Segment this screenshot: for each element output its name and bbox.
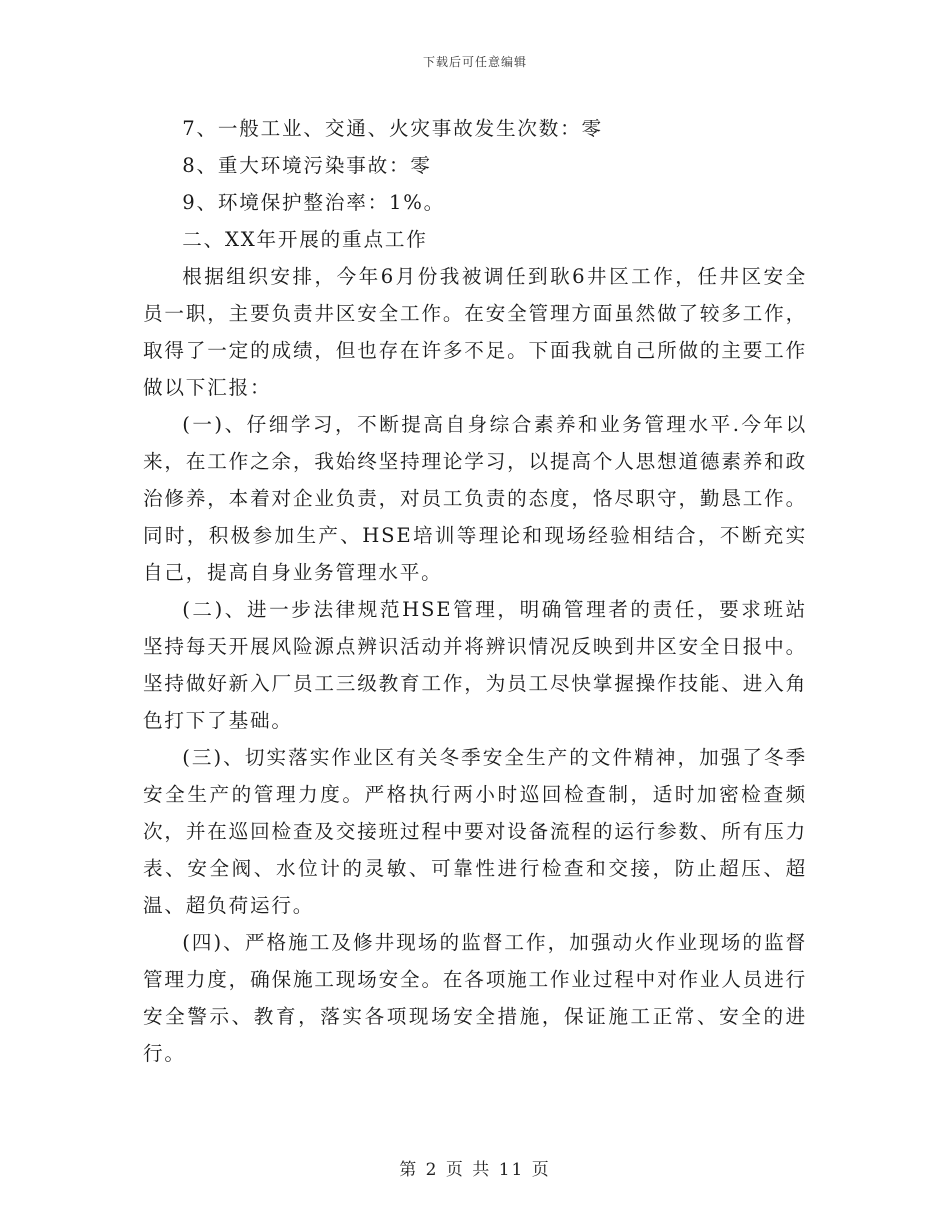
body-paragraph: (三)、切实落实作业区有关冬季安全生产的文件精神，加强了冬季安全生产的管理力度。严格执行两小时巡回检查制，适时加密检查频次，并在巡回检查及交接班过程中要对设备流程的运行参数、所有压力表、安全阀、水位计的灵敏、可靠性进行检查和交接，防止超压、超温、超负荷运行。 bbox=[143, 746, 807, 917]
body-paragraph: 根据组织安排，今年6月份我被调任到耿6井区工作，任井区安全员一职，主要负责井区安全工作。在安全管理方面虽然做了较多工作，取得了一定的成绩，但也存在许多不足。下面我就自己所做的主要工作做以下汇报： bbox=[143, 265, 807, 399]
body-paragraph: (二)、进一步法律规范HSE管理，明确管理者的责任，要求班站坚持每天开展风险源点辨识活动并将辨识情况反映到井区安全日报中。坚持做好新入厂员工三级教育工作，为员工尽快掌握操作技能、进入角色打下了基础。 bbox=[143, 598, 807, 732]
page-number: 第 2 页 共 11 页 bbox=[399, 1160, 551, 1180]
body-paragraph: 8、重大环境污染事故：零 bbox=[182, 154, 432, 177]
body-paragraph: (四)、严格施工及修井现场的监督工作，加强动火作业现场的监督管理力度，确保施工现场安全。在各项施工作业过程中对作业人员进行安全警示、教育，落实各项现场安全措施，保证施工正常、安全的进行。 bbox=[143, 931, 807, 1065]
body-paragraph: 9、环境保护整治率：1%。 bbox=[182, 191, 446, 214]
page-header-note: 下载后可任意编辑 bbox=[422, 55, 527, 69]
document-body bbox=[143, 110, 807, 1072]
body-paragraph: 7、一般工业、交通、火灾事故发生次数：零 bbox=[182, 117, 603, 140]
body-paragraph: (一)、仔细学习，不断提高自身综合素养和业务管理水平.今年以来，在工作之余，我始终坚持理论学习，以提高个人思想道德素养和政治修养，本着对企业负责，对员工负责的态度，恪尽职守，勤恳工作。同时，积极参加生产、HSE培训等理论和现场经验相结合，不断充实自己，提高自身业务管理水平。 bbox=[143, 413, 807, 584]
section-heading: 二、XX年开展的重点工作 bbox=[182, 228, 428, 251]
